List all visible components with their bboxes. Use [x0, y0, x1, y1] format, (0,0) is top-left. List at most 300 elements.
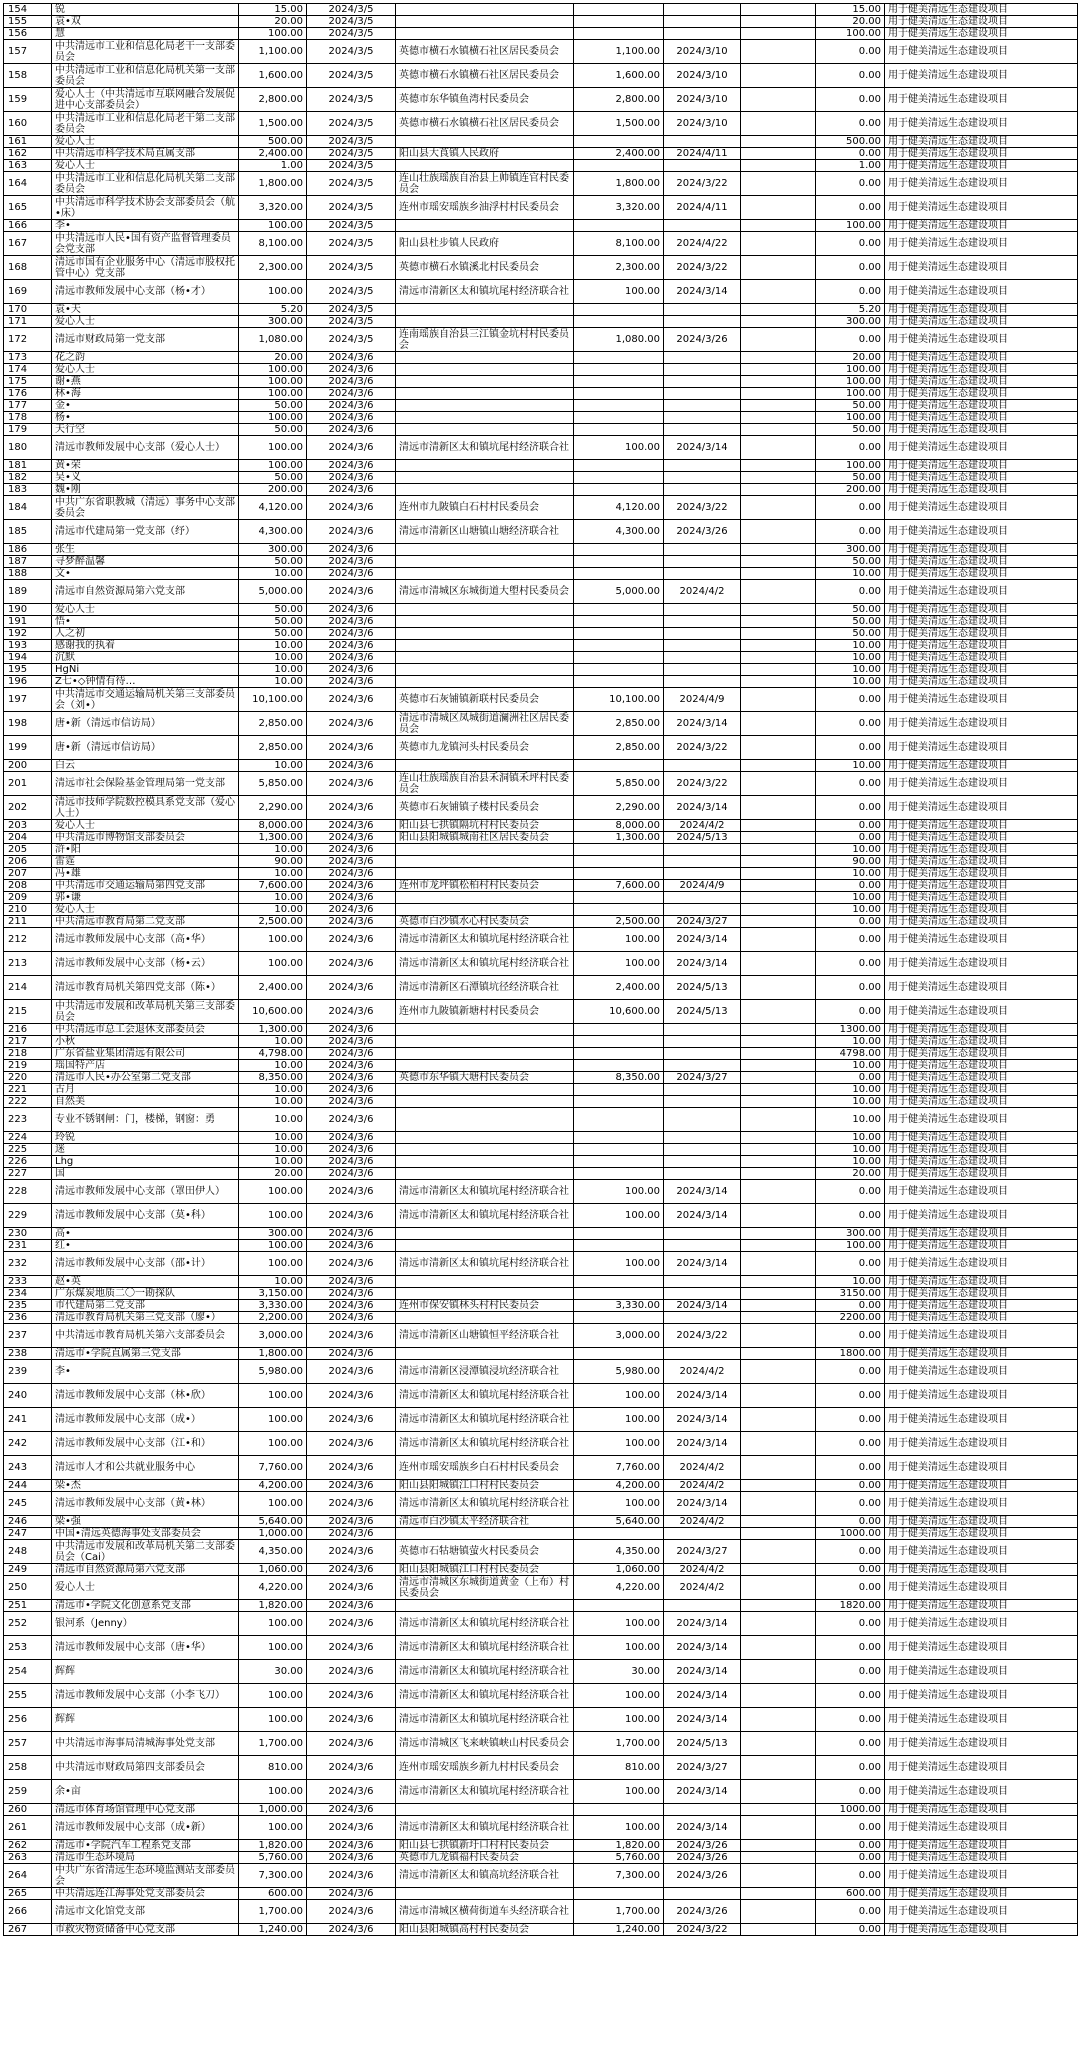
balance-cell: 100.00	[816, 28, 885, 40]
purpose-cell: 用于健美清远生态建设项目	[885, 832, 1078, 844]
purpose-cell: 用于健美清远生态建设项目	[885, 400, 1078, 412]
donation-date-cell: 2024/3/6	[307, 1780, 396, 1804]
disbursed-amount-cell	[574, 640, 664, 652]
row-number-cell: 221	[4, 1084, 52, 1096]
balance-cell: 100.00	[816, 376, 885, 388]
donation-amount-cell: 50.00	[239, 424, 307, 436]
row-number-cell: 267	[4, 1924, 52, 1936]
balance-cell: 1000.00	[816, 1804, 885, 1816]
donation-amount-cell: 100.00	[239, 1612, 307, 1636]
disbursed-date-cell: 2024/4/2	[664, 580, 741, 604]
balance-cell: 1820.00	[816, 1600, 885, 1612]
row-number-cell: 223	[4, 1108, 52, 1132]
donation-date-cell: 2024/3/5	[307, 256, 396, 280]
table-row	[4, 892, 1078, 904]
disbursed-date-cell: 2024/3/14	[664, 1780, 741, 1804]
recipient-cell: 连南瑶族自治县三江镇金坑村村民委员会	[396, 328, 574, 352]
purpose-cell: 用于健美清远生态建设项目	[885, 1540, 1078, 1564]
recipient-cell: 清远市清新区太和镇坑尾村经济联合社	[396, 1660, 574, 1684]
row-number-cell: 172	[4, 328, 52, 352]
row-number-cell: 217	[4, 1036, 52, 1048]
donor-name-cell: 清远市自然资源局第六党支部	[52, 580, 239, 604]
disbursed-date-cell: 2024/3/26	[664, 1852, 741, 1864]
purpose-cell: 用于健美清远生态建设项目	[885, 388, 1078, 400]
balance-cell: 0.00	[816, 1432, 885, 1456]
purpose-cell: 用于健美清远生态建设项目	[885, 1144, 1078, 1156]
donation-amount-cell: 4,200.00	[239, 1480, 307, 1492]
disbursed-amount-cell	[574, 1804, 664, 1816]
spacer-cell	[741, 772, 816, 796]
spacer-cell	[741, 1360, 816, 1384]
disbursed-date-cell	[664, 604, 741, 616]
disbursed-amount-cell: 100.00	[574, 1780, 664, 1804]
purpose-cell: 用于健美清远生态建设项目	[885, 1840, 1078, 1852]
balance-cell: 0.00	[816, 1180, 885, 1204]
spacer-cell	[741, 1384, 816, 1408]
purpose-cell: 用于健美清远生态建设项目	[885, 172, 1078, 196]
recipient-cell: 连州市瑶安瑶族乡白石村村民委员会	[396, 1456, 574, 1480]
disbursed-amount-cell: 5,760.00	[574, 1852, 664, 1864]
donation-date-cell: 2024/3/6	[307, 1156, 396, 1168]
purpose-cell: 用于健美清远生态建设项目	[885, 760, 1078, 772]
recipient-cell: 连山壮族瑶族自治县上帅镇连官村民委员会	[396, 172, 574, 196]
donor-name-cell: 中共清远市科学技术协会支部委员会（航•床）	[52, 196, 239, 220]
donation-date-cell: 2024/3/6	[307, 1564, 396, 1576]
donation-date-cell: 2024/3/6	[307, 1036, 396, 1048]
donor-name-cell: 清远市教师发展中心支部（黄•林）	[52, 1492, 239, 1516]
purpose-cell: 用于健美清远生态建设项目	[885, 1072, 1078, 1084]
purpose-cell: 用于健美清远生态建设项目	[885, 148, 1078, 160]
donation-date-cell: 2024/3/6	[307, 1852, 396, 1864]
row-number-cell: 177	[4, 400, 52, 412]
purpose-cell: 用于健美清远生态建设项目	[885, 16, 1078, 28]
recipient-cell: 清远市清新区太和镇坑尾村经济联合社	[396, 928, 574, 952]
donation-amount-cell: 20.00	[239, 1168, 307, 1180]
donation-date-cell: 2024/3/6	[307, 1048, 396, 1060]
spacer-cell	[741, 1252, 816, 1276]
table-row	[4, 1708, 1078, 1732]
row-number-cell: 219	[4, 1060, 52, 1072]
purpose-cell: 用于健美清远生态建设项目	[885, 1108, 1078, 1132]
purpose-cell: 用于健美清远生态建设项目	[885, 616, 1078, 628]
disbursed-amount-cell	[574, 1060, 664, 1072]
disbursed-date-cell: 2024/3/14	[664, 1300, 741, 1312]
spacer-cell	[741, 16, 816, 28]
donation-date-cell: 2024/3/6	[307, 760, 396, 772]
donation-date-cell: 2024/3/6	[307, 616, 396, 628]
row-number-cell: 173	[4, 352, 52, 364]
balance-cell: 0.00	[816, 1540, 885, 1564]
row-number-cell: 236	[4, 1312, 52, 1324]
row-number-cell: 241	[4, 1408, 52, 1432]
spacer-cell	[741, 1708, 816, 1732]
donor-name-cell: 浒•阳	[52, 844, 239, 856]
disbursed-date-cell: 2024/3/10	[664, 64, 741, 88]
donor-name-cell: 辉辉	[52, 1660, 239, 1684]
purpose-cell: 用于健美清远生态建设项目	[885, 280, 1078, 304]
recipient-cell: 清远市清新区太和镇坑尾村经济联合社	[396, 436, 574, 460]
recipient-cell	[396, 460, 574, 472]
recipient-cell	[396, 760, 574, 772]
row-number-cell: 237	[4, 1324, 52, 1348]
recipient-cell	[396, 1036, 574, 1048]
spacer-cell	[741, 952, 816, 976]
donation-amount-cell: 5.20	[239, 304, 307, 316]
table-row	[4, 1324, 1078, 1348]
table-row	[4, 16, 1078, 28]
donation-amount-cell: 100.00	[239, 436, 307, 460]
recipient-cell	[396, 1348, 574, 1360]
donation-amount-cell: 2,290.00	[239, 796, 307, 820]
recipient-cell: 连州市瑶安瑶族乡油浮村村民委员会	[396, 196, 574, 220]
spacer-cell	[741, 436, 816, 460]
donor-name-cell: 中共清远市工业和信息化局机关第一支部委员会	[52, 64, 239, 88]
purpose-cell: 用于健美清远生态建设项目	[885, 1348, 1078, 1360]
table-row	[4, 616, 1078, 628]
purpose-cell: 用于健美清远生态建设项目	[885, 580, 1078, 604]
donation-date-cell: 2024/3/6	[307, 1612, 396, 1636]
table-row	[4, 148, 1078, 160]
disbursed-date-cell	[664, 376, 741, 388]
donor-name-cell: 清远市教师发展中心支部（林•欣）	[52, 1384, 239, 1408]
table-row	[4, 1840, 1078, 1852]
balance-cell: 3150.00	[816, 1288, 885, 1300]
disbursed-amount-cell: 100.00	[574, 1204, 664, 1228]
table-row	[4, 1144, 1078, 1156]
disbursed-date-cell: 2024/4/11	[664, 148, 741, 160]
purpose-cell: 用于健美清远生态建设项目	[885, 484, 1078, 496]
donation-amount-cell: 50.00	[239, 628, 307, 640]
balance-cell: 5.20	[816, 304, 885, 316]
donation-date-cell: 2024/3/6	[307, 1816, 396, 1840]
spacer-cell	[741, 820, 816, 832]
donation-date-cell: 2024/3/5	[307, 172, 396, 196]
donor-name-cell: 林•海	[52, 388, 239, 400]
disbursed-date-cell	[664, 856, 741, 868]
donation-amount-cell: 3,330.00	[239, 1300, 307, 1312]
purpose-cell: 用于健美清远生态建设项目	[885, 460, 1078, 472]
disbursed-date-cell	[664, 1888, 741, 1900]
balance-cell: 4798.00	[816, 1048, 885, 1060]
balance-cell: 0.00	[816, 1864, 885, 1888]
donation-amount-cell: 20.00	[239, 16, 307, 28]
donor-name-cell: 郭•谦	[52, 892, 239, 904]
purpose-cell: 用于健美清远生态建设项目	[885, 1060, 1078, 1072]
donation-date-cell: 2024/3/6	[307, 1144, 396, 1156]
row-number-cell: 181	[4, 460, 52, 472]
purpose-cell: 用于健美清远生态建设项目	[885, 820, 1078, 832]
disbursed-date-cell	[664, 868, 741, 880]
balance-cell: 0.00	[816, 112, 885, 136]
recipient-cell: 阳山县阳城镇城南社区居民委员会	[396, 832, 574, 844]
balance-cell: 50.00	[816, 424, 885, 436]
disbursed-amount-cell	[574, 304, 664, 316]
spacer-cell	[741, 1780, 816, 1804]
donor-name-cell: 市代建局第二党支部	[52, 1300, 239, 1312]
donation-date-cell: 2024/3/6	[307, 652, 396, 664]
purpose-cell: 用于健美清远生态建设项目	[885, 4, 1078, 16]
table-row	[4, 1456, 1078, 1480]
row-number-cell: 213	[4, 952, 52, 976]
donor-name-cell: 袁•天	[52, 304, 239, 316]
purpose-cell: 用于健美清远生态建设项目	[885, 916, 1078, 928]
donation-date-cell: 2024/3/6	[307, 1804, 396, 1816]
donor-name-cell: 清远市教育局机关第三党支部（廖•）	[52, 1312, 239, 1324]
donor-name-cell: 清远市•学院汽车工程系党支部	[52, 1840, 239, 1852]
donation-amount-cell: 1,300.00	[239, 832, 307, 844]
donation-amount-cell: 10.00	[239, 1060, 307, 1072]
donation-date-cell: 2024/3/5	[307, 16, 396, 28]
donor-name-cell: 中共清远市人民•国有资产监督管理委员会党支部	[52, 232, 239, 256]
spacer-cell	[741, 1072, 816, 1084]
disbursed-amount-cell	[574, 664, 664, 676]
donor-name-cell: 清远市技师学院数控模具系党支部（爱心人士）	[52, 796, 239, 820]
purpose-cell: 用于健美清远生态建设项目	[885, 880, 1078, 892]
purpose-cell: 用于健美清远生态建设项目	[885, 1168, 1078, 1180]
disbursed-date-cell: 2024/3/27	[664, 1540, 741, 1564]
donation-date-cell: 2024/3/6	[307, 1456, 396, 1480]
recipient-cell: 清远市清新区太和镇坑尾村经济联合社	[396, 1684, 574, 1708]
table-row	[4, 796, 1078, 820]
disbursed-date-cell: 2024/3/22	[664, 172, 741, 196]
spacer-cell	[741, 1456, 816, 1480]
recipient-cell	[396, 16, 574, 28]
disbursed-amount-cell: 8,100.00	[574, 232, 664, 256]
recipient-cell	[396, 316, 574, 328]
row-number-cell: 198	[4, 712, 52, 736]
donor-name-cell: 黄•荣	[52, 460, 239, 472]
disbursed-date-cell	[664, 1228, 741, 1240]
disbursed-date-cell: 2024/3/26	[664, 1864, 741, 1888]
row-number-cell: 252	[4, 1612, 52, 1636]
donor-name-cell: 中共清远市科学技术局直属支部	[52, 148, 239, 160]
donation-amount-cell: 1,000.00	[239, 1804, 307, 1816]
balance-cell: 300.00	[816, 1228, 885, 1240]
table-row	[4, 556, 1078, 568]
row-number-cell: 254	[4, 1660, 52, 1684]
disbursed-amount-cell	[574, 472, 664, 484]
recipient-cell: 连山壮族瑶族自治县禾洞镇禾坪村民委员会	[396, 772, 574, 796]
recipient-cell	[396, 160, 574, 172]
disbursed-amount-cell: 100.00	[574, 280, 664, 304]
disbursed-amount-cell: 2,400.00	[574, 976, 664, 1000]
purpose-cell: 用于健美清远生态建设项目	[885, 664, 1078, 676]
disbursed-date-cell: 2024/5/13	[664, 832, 741, 844]
donor-name-cell: 清远市体育场馆管理中心党支部	[52, 1804, 239, 1816]
spacer-cell	[741, 880, 816, 892]
purpose-cell: 用于健美清远生态建设项目	[885, 1300, 1078, 1312]
disbursed-amount-cell	[574, 412, 664, 424]
table-row	[4, 1252, 1078, 1276]
donation-amount-cell: 4,350.00	[239, 1540, 307, 1564]
donation-amount-cell: 50.00	[239, 616, 307, 628]
disbursed-date-cell	[664, 1312, 741, 1324]
balance-cell: 0.00	[816, 1516, 885, 1528]
disbursed-date-cell: 2024/3/14	[664, 1684, 741, 1708]
donation-amount-cell: 810.00	[239, 1756, 307, 1780]
balance-cell: 10.00	[816, 640, 885, 652]
donation-amount-cell: 2,300.00	[239, 256, 307, 280]
donation-amount-cell: 4,300.00	[239, 520, 307, 544]
table-row	[4, 1516, 1078, 1528]
donation-amount-cell: 100.00	[239, 1708, 307, 1732]
balance-cell: 0.00	[816, 1252, 885, 1276]
balance-cell: 50.00	[816, 628, 885, 640]
spacer-cell	[741, 400, 816, 412]
donation-date-cell: 2024/3/6	[307, 1732, 396, 1756]
purpose-cell: 用于健美清远生态建设项目	[885, 556, 1078, 568]
purpose-cell: 用于健美清远生态建设项目	[885, 904, 1078, 916]
row-number-cell: 178	[4, 412, 52, 424]
spacer-cell	[741, 1312, 816, 1324]
donor-name-cell: 李•	[52, 220, 239, 232]
donation-amount-cell: 7,300.00	[239, 1864, 307, 1888]
spacer-cell	[741, 904, 816, 916]
donor-name-cell: 中共清远市发展和改革局机关第二支部委员会（Cai）	[52, 1540, 239, 1564]
table-row	[4, 1276, 1078, 1288]
donation-amount-cell: 50.00	[239, 556, 307, 568]
donation-amount-cell: 200.00	[239, 484, 307, 496]
disbursed-amount-cell: 8,350.00	[574, 1072, 664, 1084]
recipient-cell	[396, 676, 574, 688]
spacer-cell	[741, 712, 816, 736]
disbursed-date-cell: 2024/3/14	[664, 1408, 741, 1432]
disbursed-date-cell	[664, 136, 741, 148]
row-number-cell: 169	[4, 280, 52, 304]
balance-cell: 0.00	[816, 820, 885, 832]
disbursed-amount-cell: 1,060.00	[574, 1564, 664, 1576]
purpose-cell: 用于健美清远生态建设项目	[885, 604, 1078, 616]
purpose-cell: 用于健美清远生态建设项目	[885, 136, 1078, 148]
donor-name-cell: 唐•新（清远市信访局）	[52, 712, 239, 736]
purpose-cell: 用于健美清远生态建设项目	[885, 1408, 1078, 1432]
recipient-cell: 清远市清新区太和镇坑尾村经济联合社	[396, 1204, 574, 1228]
spacer-cell	[741, 388, 816, 400]
donor-name-cell: 清远市教师发展中心支部（成•新）	[52, 1816, 239, 1840]
balance-cell: 10.00	[816, 1060, 885, 1072]
disbursed-amount-cell	[574, 460, 664, 472]
donation-date-cell: 2024/3/6	[307, 400, 396, 412]
purpose-cell: 用于健美清远生态建设项目	[885, 412, 1078, 424]
disbursed-amount-cell	[574, 1168, 664, 1180]
ledger-body	[4, 4, 1078, 1936]
disbursed-amount-cell	[574, 388, 664, 400]
disbursed-amount-cell	[574, 1240, 664, 1252]
row-number-cell: 171	[4, 316, 52, 328]
disbursed-date-cell: 2024/3/14	[664, 280, 741, 304]
donor-name-cell: 花之韵	[52, 352, 239, 364]
spacer-cell	[741, 376, 816, 388]
donor-name-cell: 清远市教育局机关第四党支部（陈•）	[52, 976, 239, 1000]
balance-cell: 0.00	[816, 1360, 885, 1384]
balance-cell: 0.00	[816, 1636, 885, 1660]
recipient-cell: 清远市清新区太和镇坑尾村经济联合社	[396, 280, 574, 304]
table-row	[4, 544, 1078, 556]
spacer-cell	[741, 1864, 816, 1888]
donor-name-cell: 迷	[52, 1144, 239, 1156]
donation-amount-cell: 10.00	[239, 1036, 307, 1048]
donation-date-cell: 2024/3/6	[307, 424, 396, 436]
donor-name-cell: 中共清远市工业和信息化局老干第二支部委员会	[52, 112, 239, 136]
balance-cell: 0.00	[816, 88, 885, 112]
donor-name-cell: 爱心人士	[52, 316, 239, 328]
balance-cell: 0.00	[816, 1204, 885, 1228]
table-row	[4, 712, 1078, 736]
donation-date-cell: 2024/3/6	[307, 1060, 396, 1072]
donation-amount-cell: 2,400.00	[239, 976, 307, 1000]
spacer-cell	[741, 1288, 816, 1300]
purpose-cell: 用于健美清远生态建设项目	[885, 1732, 1078, 1756]
table-row	[4, 628, 1078, 640]
disbursed-amount-cell	[574, 1600, 664, 1612]
donation-amount-cell: 1,800.00	[239, 172, 307, 196]
donation-date-cell: 2024/3/6	[307, 1108, 396, 1132]
recipient-cell: 连州市九陂镇白石村村民委员会	[396, 496, 574, 520]
disbursed-date-cell: 2024/3/26	[664, 1900, 741, 1924]
table-row	[4, 1408, 1078, 1432]
donation-date-cell: 2024/3/6	[307, 796, 396, 820]
balance-cell: 50.00	[816, 604, 885, 616]
disbursed-date-cell	[664, 1528, 741, 1540]
donation-amount-cell: 100.00	[239, 1636, 307, 1660]
table-row	[4, 1480, 1078, 1492]
donation-date-cell: 2024/3/6	[307, 628, 396, 640]
donation-date-cell: 2024/3/5	[307, 112, 396, 136]
donation-amount-cell: 50.00	[239, 604, 307, 616]
table-row	[4, 1900, 1078, 1924]
donation-date-cell: 2024/3/6	[307, 1024, 396, 1036]
row-number-cell: 160	[4, 112, 52, 136]
disbursed-date-cell: 2024/3/14	[664, 952, 741, 976]
purpose-cell: 用于健美清远生态建设项目	[885, 868, 1078, 880]
balance-cell: 0.00	[816, 1780, 885, 1804]
disbursed-amount-cell: 100.00	[574, 1408, 664, 1432]
purpose-cell: 用于健美清远生态建设项目	[885, 544, 1078, 556]
row-number-cell: 203	[4, 820, 52, 832]
donation-amount-cell: 300.00	[239, 1228, 307, 1240]
donor-name-cell: 中共清远市工业和信息化局机关第二支部委员会	[52, 172, 239, 196]
disbursed-amount-cell	[574, 316, 664, 328]
disbursed-amount-cell	[574, 628, 664, 640]
table-row	[4, 472, 1078, 484]
donation-date-cell: 2024/3/6	[307, 1312, 396, 1324]
purpose-cell: 用于健美清远生态建设项目	[885, 1564, 1078, 1576]
table-row	[4, 1756, 1078, 1780]
donation-date-cell: 2024/3/6	[307, 1480, 396, 1492]
disbursed-date-cell	[664, 844, 741, 856]
purpose-cell: 用于健美清远生态建设项目	[885, 1528, 1078, 1540]
spacer-cell	[741, 1324, 816, 1348]
disbursed-amount-cell	[574, 484, 664, 496]
recipient-cell	[396, 28, 574, 40]
purpose-cell: 用于健美清远生态建设项目	[885, 1096, 1078, 1108]
disbursed-date-cell: 2024/3/14	[664, 1612, 741, 1636]
donation-amount-cell: 1,100.00	[239, 40, 307, 64]
disbursed-date-cell	[664, 460, 741, 472]
balance-cell: 10.00	[816, 652, 885, 664]
disbursed-date-cell: 2024/5/13	[664, 976, 741, 1000]
purpose-cell: 用于健美清远生态建设项目	[885, 64, 1078, 88]
disbursed-date-cell: 2024/3/14	[664, 436, 741, 460]
table-row	[4, 460, 1078, 472]
disbursed-amount-cell: 4,120.00	[574, 496, 664, 520]
donation-amount-cell: 10.00	[239, 1132, 307, 1144]
recipient-cell	[396, 628, 574, 640]
purpose-cell: 用于健美清远生态建设项目	[885, 1180, 1078, 1204]
donor-name-cell: 梁•杰	[52, 1480, 239, 1492]
disbursed-date-cell: 2024/4/2	[664, 1576, 741, 1600]
recipient-cell: 清远市清新区太和镇坑尾村经济联合社	[396, 1408, 574, 1432]
